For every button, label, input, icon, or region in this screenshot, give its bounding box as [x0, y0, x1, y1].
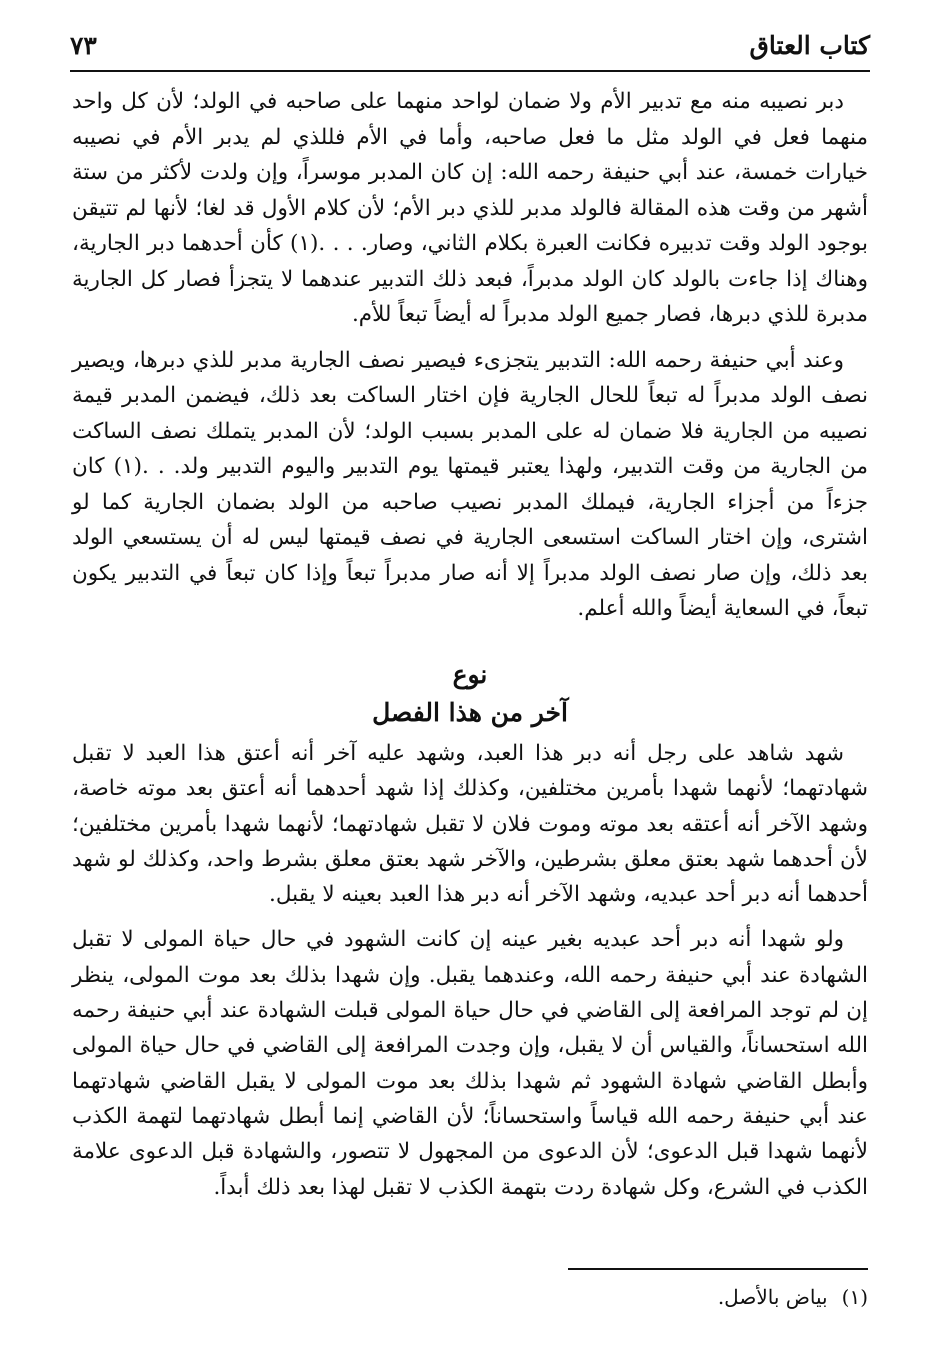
paragraph: وعند أبي حنيفة رحمه الله: التدبير يتجزىء فيصير نصف الجارية مدبر للذي دبرها، ويصير نصف الولد مدبراً له تبعاً للحال الجارية فإن اختار الساكت بعد ذلك، فيضمن المدبر قيمة نصيبه من الجارية فلا ضمان له على المدبر بسبب الولد؛ لأن المدبر يتملك نصف الساكت من الجارية من وقت التدبير، ولهذا يعتبر قيمتها يوم التدبير واليوم التدبير ولد. . .(١) كان جزءاً من أجزاء الجارية، فيملك المدبر نصيب صاحبه من الولد بضمان الجارية كما لو اشترى، وإن اختار الساكت استسعى الجارية في نصف قيمتها ليس له أن يستسعي الولد بعد ذلك، وإن صار نصف الولد مدبراً إلا أنه صار مدبراً تبعاً وإذا كان تبعاً في التدبير يكون تبعاً، في السعاية أيضاً والله أعلم. — [72, 347, 868, 621]
footnote-marker: (١) — [841, 1285, 868, 1309]
section-text — [72, 736, 868, 1215]
page-number: ٧٣ — [70, 31, 97, 60]
paragraph: دبر نصيبه منه مع تدبير الأم ولا ضمان لواحد منهما على صاحبه في الولد؛ لأن كل واحد منهما فعل في الولد مثل ما فعل صاحبه، وأما في الأم فللذي لم يدبر الأم في نصيبه خيارات خمسة، عند أبي حنيفة رحمه الله: إن كان المدبر موسراً، وإن ولدت لأكثر من ستة أشهر من وقت هذه المقالة فالولد مدبر للذي دبر الأم؛ لأن كلام الأول قد لغا؛ لأنها لم تتيقن بوجود الولد وقت تدبيره فكانت العبرة بكلام الثاني، وصار. . . .(١) كأن أحدهما دبر الجارية، وهناك إذا جاءت بالولد كان الولد مدبراً، فبعد ذلك التدبير عندهما لا يتجزأ فصار كل الجارية مدبرة للذي دبرها، فصار جميع الولد مدبراً له أيضاً تبعاً للأم. — [72, 89, 869, 327]
footnote-text: بياض بالأصل. — [717, 1285, 828, 1309]
header-divider — [70, 70, 870, 72]
section-heading-line2: آخر من هذا الفصل — [372, 698, 568, 727]
paragraph: ولو شهدا أنه دبر أحد عبديه بغير عينه إن كانت الشهود في حال حياة المولى لا تقبل الشهادة عند أبي حنيفة رحمه الله، وعندهما يقبل. وإن شهدا بذلك بعد موت المولى، ينظر إن لم توجد المرافعة إلى القاضي في حال حياة المولى قبلت الشهادة عند أبي حنيفة رحمه الله استحساناً، والقياس أن لا يقبل، وإن وجدت المرافعة إلى القاضي في حال حياة المولى وأبطل القاضي شهادة الشهود ثم شهدا بذلك بعد موت المولى لا يقبل القاضي شهادتهما عند أبي حنيفة رحمه الله قياساً واستحساناً؛ لأن القاضي إنما أبطل شهادتهما لتهمة الكذب لأنهما شهدا قبل الدعوى؛ لأن الدعوى من المجهول لا تتصور، والشهادة قبل الدعوى علامة الكذب في الشرع، وكل شهادة ردت بتهمة الكذب لا تقبل لهذا بعد ذلك أبداً. — [72, 927, 868, 1200]
paragraph: شهد شاهد على رجل أنه دبر هذا العبد، وشهد عليه آخر أنه أعتق هذا العبد لا تقبل شهادتهما؛ لأنهما شهدا بأمرين مختلفين، وكذلك إذا شهد أحدهما أنه أعتق بعد موته خاصة، وشهد الآخر أنه أعتقه بعد موته وموت فلان لا تقبل شهادتهما؛ لأنهما شهدا بأمرين مختلفين؛ لأن أحدهما شهد بعتق معلق بشرطين، والآخر شهد بعتق معلق بشرط واحد، وكذلك لو شهد أحدهما أنه دبر أحد عبديه، وشهد الآخر أنه دبر هذا العبد بعينه لا يقبل. — [72, 741, 868, 908]
running-title: كتاب العتاق — [749, 31, 870, 60]
section-heading-line1: نوع — [452, 660, 488, 689]
footnote — [72, 1282, 868, 1312]
footnote-divider — [568, 1268, 868, 1270]
section-heading — [70, 656, 870, 732]
main-text — [72, 84, 868, 637]
page-header — [70, 30, 870, 62]
